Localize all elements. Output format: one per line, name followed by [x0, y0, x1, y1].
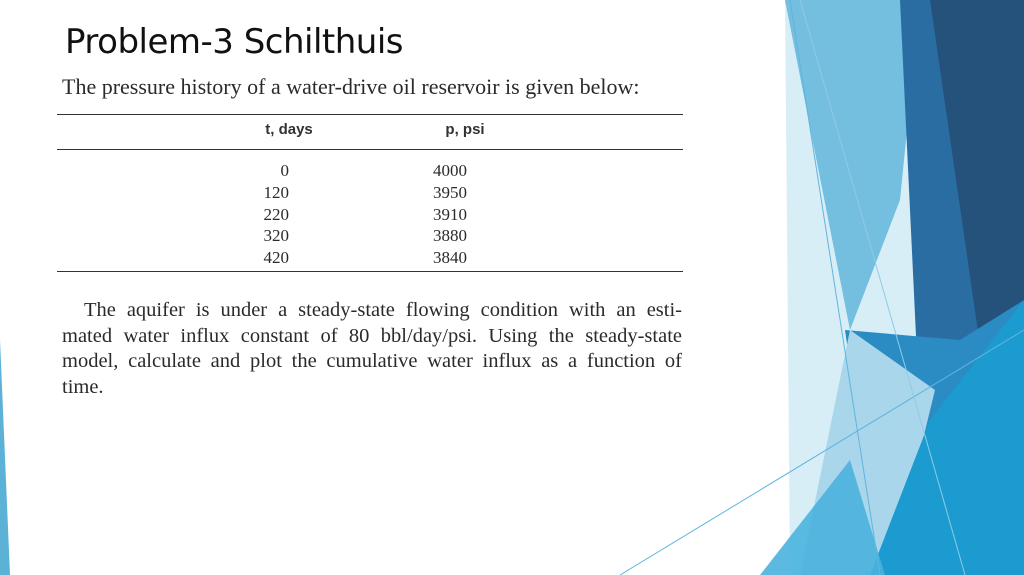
- cell-time: 0: [280, 161, 289, 180]
- table-bottom-rule: [57, 271, 683, 272]
- cell-time: 320: [263, 226, 289, 245]
- table-top-rule: [57, 114, 683, 115]
- intro-text: The pressure history of a water-drive oil reservoir is given below:: [62, 74, 640, 99]
- problem-paragraph: [62, 298, 682, 400]
- paragraph-line: The aquifer is under a steady-state flowing condition with an esti-: [84, 299, 682, 321]
- table-row: [57, 161, 683, 183]
- table-row: [57, 205, 683, 227]
- cell-time: 220: [263, 205, 289, 224]
- column-header-pressure: p, psi: [445, 121, 485, 138]
- table-row: [57, 226, 683, 248]
- table-row: [57, 248, 683, 270]
- column-header-time: t, days: [265, 121, 313, 138]
- slide-title: Problem-3 Schilthuis: [65, 22, 404, 62]
- left-edge-shape: [0, 340, 10, 575]
- paragraph-line: time.: [62, 375, 104, 398]
- paragraph-line: model, calculate and plot the cumulative water influx as a function of: [62, 350, 682, 372]
- cell-pressure: 4000: [433, 161, 467, 180]
- cell-pressure: 3880: [433, 226, 467, 245]
- cell-pressure: 3950: [433, 183, 467, 202]
- cell-pressure: 3910: [433, 205, 467, 224]
- pressure-history-table: [57, 114, 683, 272]
- paragraph-line: mated water influx constant of 80 bbl/day/psi. Using the steady-state: [62, 324, 682, 347]
- table-header-rule: [57, 149, 683, 150]
- cell-pressure: 3840: [433, 248, 467, 267]
- cell-time: 120: [263, 183, 289, 202]
- cell-time: 420: [263, 248, 289, 267]
- table-row: [57, 183, 683, 205]
